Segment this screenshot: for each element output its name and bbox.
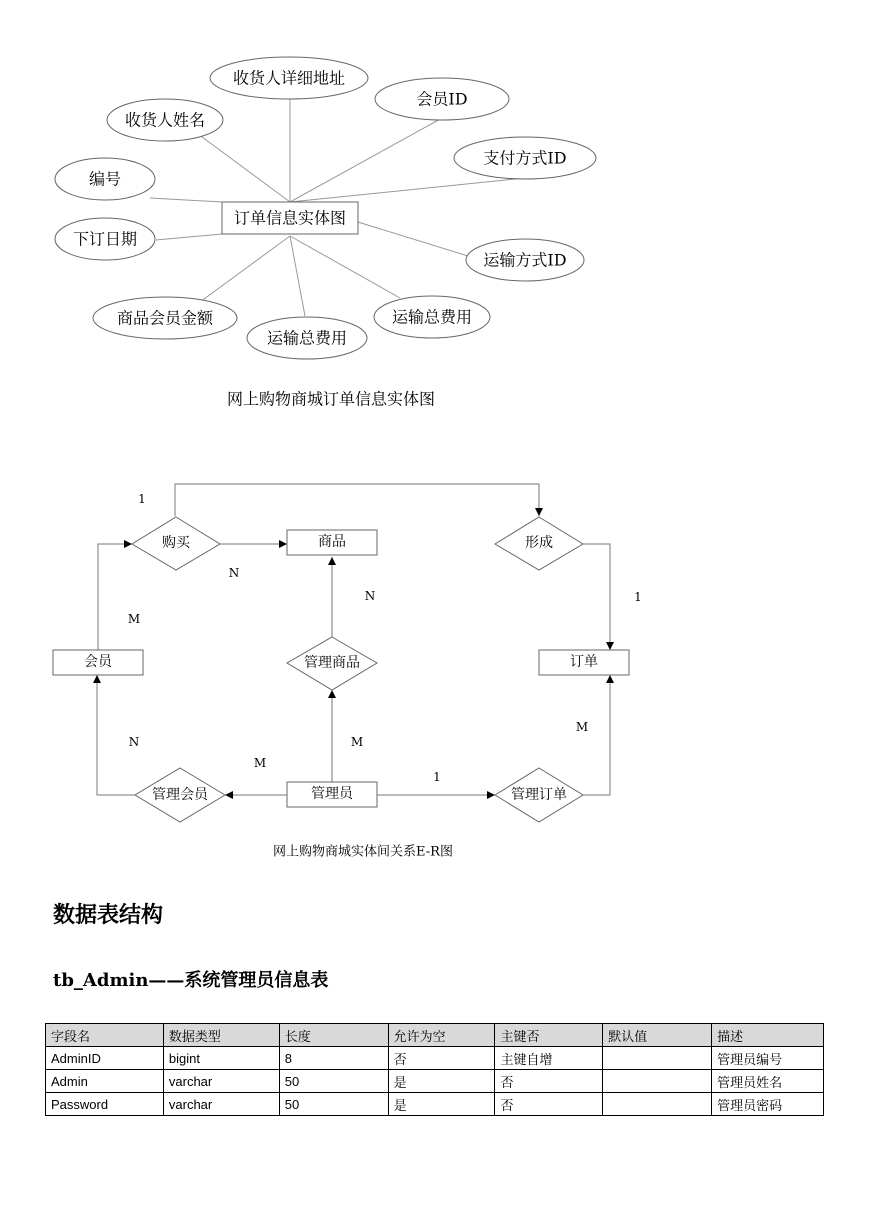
- table-row: [46, 1047, 824, 1070]
- cell-nullable: 否: [388, 1047, 495, 1070]
- table-row: [46, 1093, 824, 1116]
- card-manage-goods-n: N: [364, 589, 376, 603]
- cell-nullable: 是: [388, 1070, 495, 1093]
- relation-buy-label: 购买: [162, 535, 190, 551]
- table-row: [46, 1070, 824, 1093]
- table-header-row: [46, 1024, 824, 1047]
- cell-field-name: Admin: [46, 1070, 164, 1093]
- attr-payment-id-label: 支付方式ID: [483, 148, 567, 168]
- cell-field-name: Password: [46, 1093, 164, 1116]
- card-buy-goods: N: [228, 566, 240, 580]
- table-title: tb_Admin——系统管理员信息表: [53, 970, 329, 991]
- card-manage-order-m: M: [575, 720, 589, 734]
- attr-total-freight-a-label: 运输总费用: [266, 328, 348, 348]
- cell-length: 8: [279, 1047, 388, 1070]
- cell-description: 管理员姓名: [712, 1070, 824, 1093]
- cell-primary-key: 否: [495, 1070, 603, 1093]
- diagram2-caption: 网上购物商城实体间关系E-R图: [273, 844, 453, 860]
- cell-data-type: varchar: [163, 1093, 279, 1116]
- relation-manage-order-label: 管理订单: [511, 787, 567, 803]
- header-default: 默认值: [603, 1024, 712, 1047]
- cell-default: [603, 1093, 712, 1116]
- card-manage-order-1: 1: [433, 770, 441, 784]
- relation-form-label: 形成: [525, 535, 553, 551]
- entity-admin-label: 管理员: [311, 786, 353, 802]
- cell-field-name: AdminID: [46, 1047, 164, 1070]
- header-length: 长度: [279, 1024, 388, 1047]
- cell-primary-key: 否: [495, 1093, 603, 1116]
- cell-description: 管理员编号: [712, 1047, 824, 1070]
- section-title: 数据表结构: [53, 903, 164, 928]
- order-entity-label: 订单信息实体图: [233, 208, 347, 228]
- cell-data-type: bigint: [163, 1047, 279, 1070]
- attr-receiver-name-label: 收货人姓名: [124, 110, 206, 130]
- attr-order-date-label: 下订日期: [72, 229, 138, 249]
- cell-default: [603, 1047, 712, 1070]
- cell-default: [603, 1070, 712, 1093]
- cell-nullable: 是: [388, 1093, 495, 1116]
- attr-member-amount-label: 商品会员金额: [116, 308, 214, 328]
- entity-goods-label: 商品: [318, 534, 346, 550]
- cell-length: 50: [279, 1093, 388, 1116]
- cell-data-type: varchar: [163, 1070, 279, 1093]
- card-manage-member-n: N: [128, 735, 140, 749]
- diagram1-caption: 网上购物商城订单信息实体图: [226, 389, 436, 409]
- header-primary-key: 主键否: [495, 1024, 603, 1047]
- relation-manage-goods-label: 管理商品: [304, 655, 360, 671]
- attr-shipping-id-label: 运输方式ID: [483, 250, 567, 270]
- attr-member-id-label: 会员ID: [416, 89, 468, 109]
- header-field-name: 字段名: [46, 1024, 164, 1047]
- attr-receiver-address-label: 收货人详细地址: [232, 68, 346, 88]
- card-form-order: 1: [634, 590, 642, 604]
- entity-order-label: 订单: [570, 654, 598, 670]
- cell-primary-key: 主键自增: [495, 1047, 603, 1070]
- admin-table: [45, 1023, 824, 1116]
- cell-description: 管理员密码: [712, 1093, 824, 1116]
- card-buy-top: 1: [138, 492, 146, 506]
- header-data-type: 数据类型: [163, 1024, 279, 1047]
- card-manage-member-m: M: [253, 756, 267, 770]
- relation-manage-member-label: 管理会员: [152, 787, 208, 803]
- attr-total-freight-b-label: 运输总费用: [391, 307, 473, 327]
- attr-number-label: 编号: [88, 169, 122, 189]
- card-buy-member: M: [127, 612, 141, 626]
- cell-length: 50: [279, 1070, 388, 1093]
- entity-member-label: 会员: [84, 654, 112, 670]
- card-manage-goods-m: M: [350, 735, 364, 749]
- header-description: 描述: [712, 1024, 824, 1047]
- header-nullable: 允许为空: [388, 1024, 495, 1047]
